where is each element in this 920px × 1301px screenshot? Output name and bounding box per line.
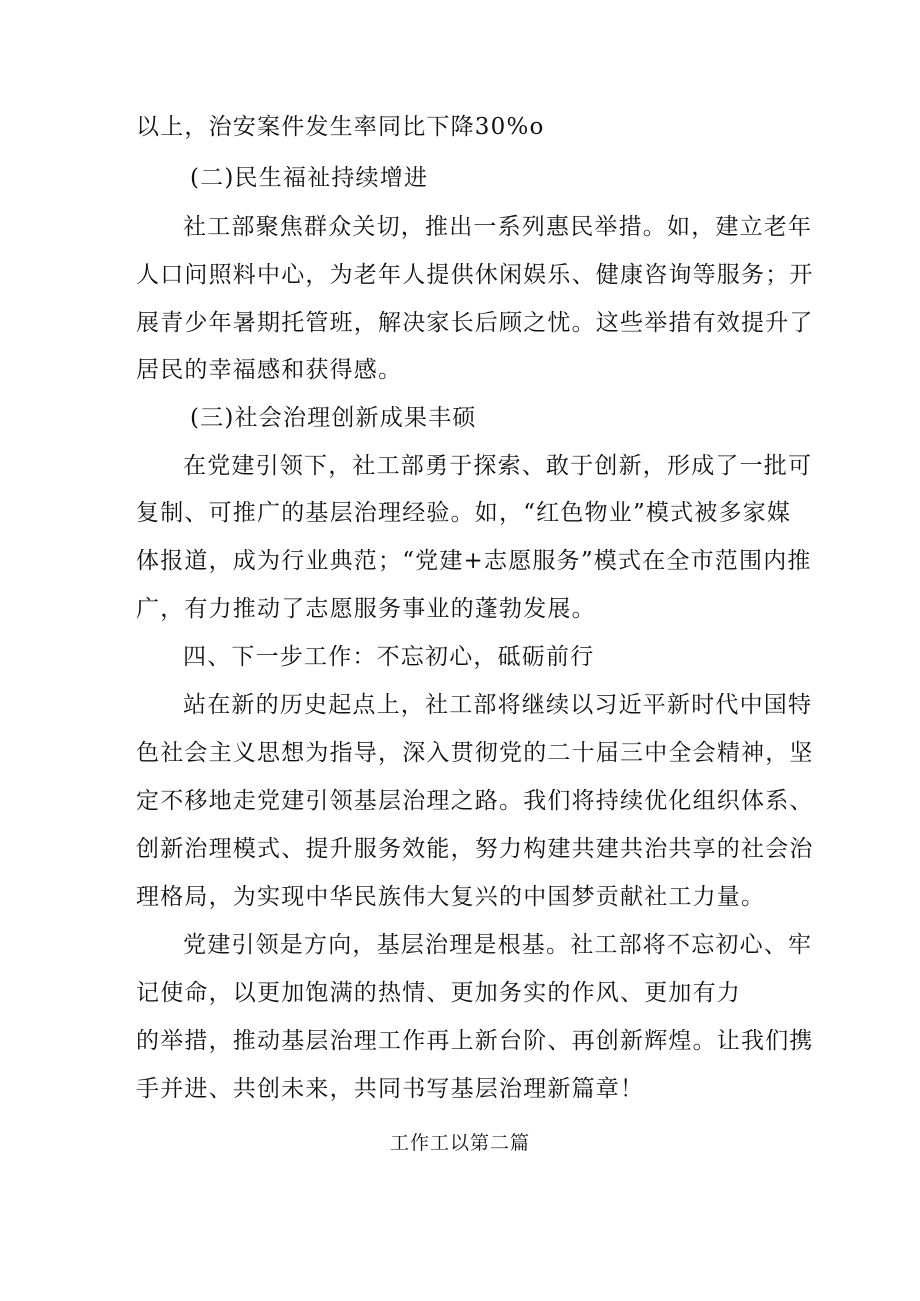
section-heading: 四、下一步工作：不忘初心，砥砺前行 — [183, 644, 595, 670]
paragraph-line: 理格局，为实现中华民族伟大复兴的中国梦贡献社工力量。 — [136, 884, 766, 910]
paragraph-line: 在党建引领下，社工部勇于探索、敢于创新，形成了一批可 — [183, 453, 813, 479]
paragraph-line: 复制、可推广的基层治理经验。如，“红色物业”模式被多家媒 — [136, 500, 792, 526]
paragraph-line: 创新治理模式、提升服务效能，努力构建共建共治共享的社会治 — [136, 836, 814, 862]
paragraph-line: 定不移地走党建引领基层治理之路。我们将持续优化组织体系、 — [136, 788, 814, 814]
paragraph-line: 色社会主义思想为指导，深入贯彻党的二十届三中全会精神，坚 — [136, 740, 814, 766]
section-heading: (二)民生福祉持续增进 — [190, 165, 429, 191]
paragraph-line: 展青少年暑期托管班，解决家长后顾之忧。这些举措有效提升了 — [136, 310, 814, 336]
section-heading: (三)社会治理创新成果丰硕 — [190, 405, 477, 431]
paragraph-line: 社工部聚焦群众关切，推出一系列惠民举措。如，建立老年 — [183, 214, 813, 240]
paragraph-line: 人口问照料中心，为老年人提供休闲娱乐、健康咨询等服务；开 — [136, 262, 814, 288]
paragraph-line: 居民的幸福感和获得感。 — [136, 357, 403, 383]
paragraph-line: 广，有力推动了志愿服务事业的蓬勃发展。 — [136, 596, 596, 622]
paragraph-line: 站在新的历史起点上，社工部将继续以习近平新时代中国特 — [183, 692, 813, 718]
text-line: 以上，治安案件发生率同比下降30%o — [136, 114, 545, 140]
paragraph-line: 手并进、共创未来，共同书写基层治理新篇章！ — [136, 1076, 645, 1102]
footer-title: 工作工以第二篇 — [389, 1132, 530, 1154]
paragraph-line: 党建引领是方向，基层治理是根基。社工部将不忘初心、牢 — [183, 932, 813, 958]
paragraph-line: 的举措，推动基层治理工作再上新台阶、再创新辉煌。让我们携 — [136, 1028, 814, 1054]
paragraph-line: 记使命，以更加饱满的热情、更加务实的作风、更加有力 — [136, 980, 741, 1006]
paragraph-line: 体报道，成为行业典范；“党建+志愿服务”模式在全市范围内推 — [136, 548, 812, 574]
